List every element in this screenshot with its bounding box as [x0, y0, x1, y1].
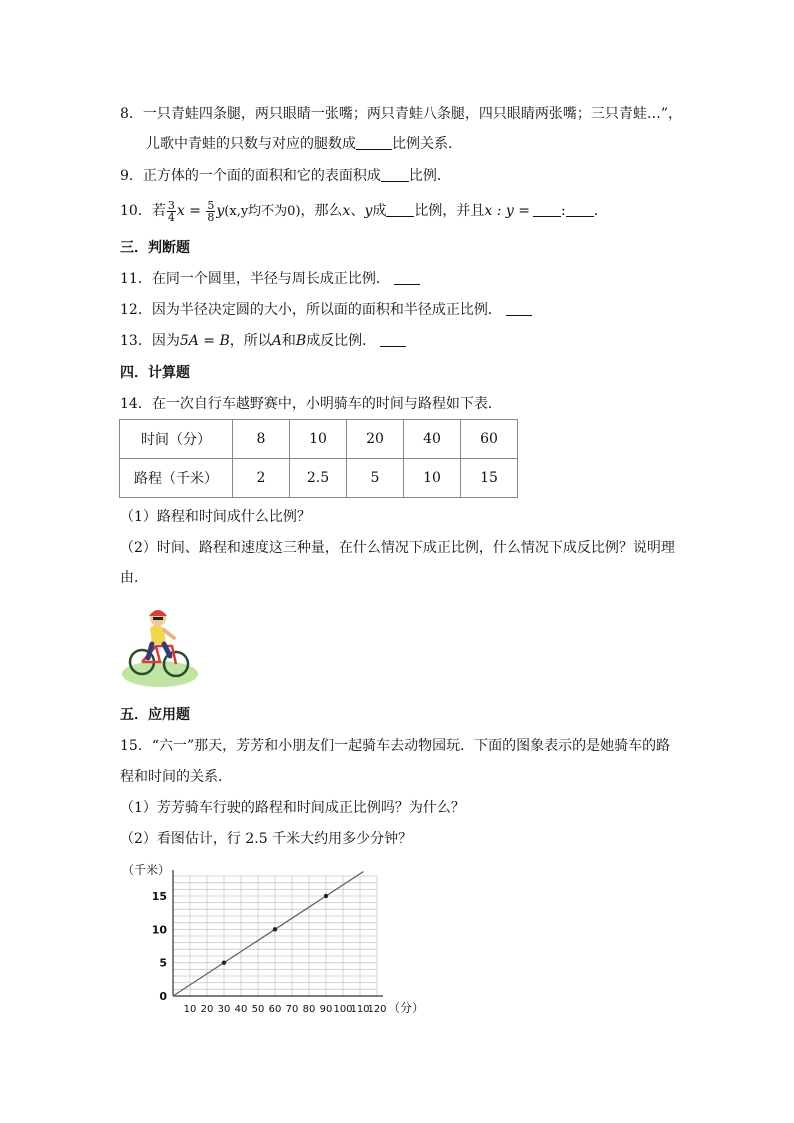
y-axis-label: （千米） [122, 863, 171, 877]
q9 [120, 166, 451, 186]
table-cell: 2.5 [290, 459, 347, 498]
q14-sub1: （1）路程和时间成什么比例？ [120, 509, 311, 525]
x-tick-label: 30 [217, 1004, 231, 1015]
section-3-heading: 三．判断题 [120, 240, 190, 256]
rider-shirt [150, 625, 166, 644]
graph-grid [173, 876, 377, 996]
q14-table [119, 419, 518, 498]
distance-time-graph [118, 858, 425, 1018]
q10-answer-blank-1[interactable] [386, 202, 414, 217]
q10 [120, 196, 608, 226]
q11-answer-blank[interactable] [394, 270, 420, 285]
y-tick-label: 15 [151, 890, 167, 903]
table-cell: 8 [233, 420, 290, 459]
q14-sub2-line2: 由． [120, 570, 148, 586]
x-tick-label: 90 [319, 1004, 333, 1015]
q12 [120, 300, 532, 320]
q13-c: 成反比例． [306, 333, 377, 349]
q9-tail: 比例． [408, 168, 451, 184]
helmet-icon [149, 610, 167, 616]
x-tick-label: 10 [183, 1004, 197, 1015]
q8-line2 [146, 134, 462, 154]
q15-sub2: （2）看图估计，行 2.5 千米大约用多少分钟？ [120, 831, 413, 847]
q10-prefix: 10．若 [120, 203, 166, 219]
table-row-time [120, 420, 518, 459]
y-tick-label: 5 [159, 956, 167, 970]
q12-text: 12．因为半径决定圆的大小，所以面的面积和半径成正比例． [120, 302, 502, 318]
table-header-distance: 路程（千米） [120, 459, 233, 498]
y-tick-label: 0 [159, 990, 167, 1003]
q12-answer-blank[interactable] [506, 301, 532, 316]
grass-patch [122, 661, 198, 687]
x-tick-label: 120 [367, 1004, 387, 1015]
data-point [222, 960, 226, 964]
table-cell: 5 [347, 459, 404, 498]
q13-expr: 5A = B [179, 333, 230, 349]
q11-text: 11．在同一个圆里，半径与周长成正比例． [120, 271, 390, 287]
graph-axes [173, 870, 383, 996]
table-cell: 60 [461, 420, 518, 459]
q13-A: A [271, 333, 282, 349]
q10-y: y [364, 203, 373, 219]
x-tick-label: 60 [268, 1004, 282, 1015]
q14-sub2-line1: （2）时间、路程和速度这三种量，在什么情况下成正比例，什么情况下成反比例？说明理 [120, 540, 675, 556]
q8-line2-text: 儿歌中青蛙的只数与对应的腿数成 [146, 136, 356, 152]
q10-fraction-3-4: $\frac{3}{4}$ [167, 198, 175, 224]
table-cell: 20 [347, 420, 404, 459]
sunglasses-icon [153, 617, 163, 620]
q13 [120, 331, 406, 351]
q10-eq: = [184, 203, 206, 219]
q9-answer-blank[interactable] [381, 167, 409, 182]
x-tick-label: 70 [285, 1004, 299, 1015]
q10-fraction-5-8: $\frac{5}{8}$ [207, 198, 215, 224]
q8-answer-blank[interactable] [356, 135, 392, 150]
table-cell: 10 [404, 459, 461, 498]
table-row-distance [120, 459, 518, 498]
q13-b: ，所以 [229, 333, 272, 349]
q15-line1: 15．“六一”那天，芳芳和小朋友们一起骑车去动物园玩．下面的图象表示的是她骑车的路 [120, 738, 671, 754]
q14-intro: 14．在一次自行车越野赛中，小明骑车的时间与路程如下表． [120, 396, 502, 412]
y-tick-label: 10 [151, 923, 167, 937]
q9-text: 9．正方体的一个面的面积和它的表面积成 [120, 168, 381, 184]
x-tick-label: 50 [251, 1004, 265, 1015]
q13-he: 和 [281, 333, 296, 349]
table-cell: 10 [290, 420, 347, 459]
table-cell: 2 [233, 459, 290, 498]
q10-sep: 、 [350, 203, 365, 219]
q10-condition: (x,y均不为0) [224, 204, 301, 219]
q8-line1: 8．一只青蛙四条腿，两只眼睛一张嘴；两只青蛙八条腿，四只眼睛两张嘴；三只青蛙…”， [120, 106, 683, 122]
q10-colon: : [560, 203, 566, 219]
x-tick-label: 20 [200, 1004, 214, 1015]
q13-B: B [295, 333, 307, 349]
q13-a: 13．因为 [120, 333, 180, 349]
section-4-heading: 四．计算题 [120, 365, 190, 381]
table-cell: 40 [404, 420, 461, 459]
q10-var-x: x [176, 203, 185, 219]
q10-var-y: y [216, 203, 225, 219]
rider-arm [164, 630, 174, 638]
q11 [120, 269, 420, 289]
q10-end: ． [593, 203, 608, 219]
q10-cheng: 成 [372, 203, 387, 219]
cyclist-illustration [120, 598, 198, 688]
section-5-heading: 五．应用题 [120, 707, 190, 723]
q10-x: x [342, 203, 351, 219]
q15-line2: 程和时间的关系． [120, 769, 232, 785]
q10-mid: ，那么 [300, 203, 343, 219]
graph-series [173, 872, 363, 996]
x-tick-label: 100 [333, 1004, 353, 1015]
data-point [324, 894, 328, 898]
q10-answer-blank-3[interactable] [566, 202, 594, 217]
data-point [273, 927, 277, 931]
x-tick-label: 80 [302, 1004, 316, 1015]
q15-sub1: （1）芳芳骑车行驶的路程和时间成正比例吗？为什么？ [120, 800, 465, 816]
q8-line2-tail: 比例关系． [392, 136, 462, 152]
table-header-time: 时间（分） [120, 420, 233, 459]
table-cell: 15 [461, 459, 518, 498]
q10-bili: 比例，并且 [414, 203, 485, 219]
q13-answer-blank[interactable] [380, 332, 406, 347]
series-line [173, 872, 363, 996]
x-axis-label: （分） [388, 1001, 425, 1015]
q10-ratio: x : y = [484, 203, 530, 219]
x-tick-label: 110 [350, 1004, 370, 1015]
q10-answer-blank-2[interactable] [533, 202, 561, 217]
x-tick-label: 40 [234, 1004, 248, 1015]
